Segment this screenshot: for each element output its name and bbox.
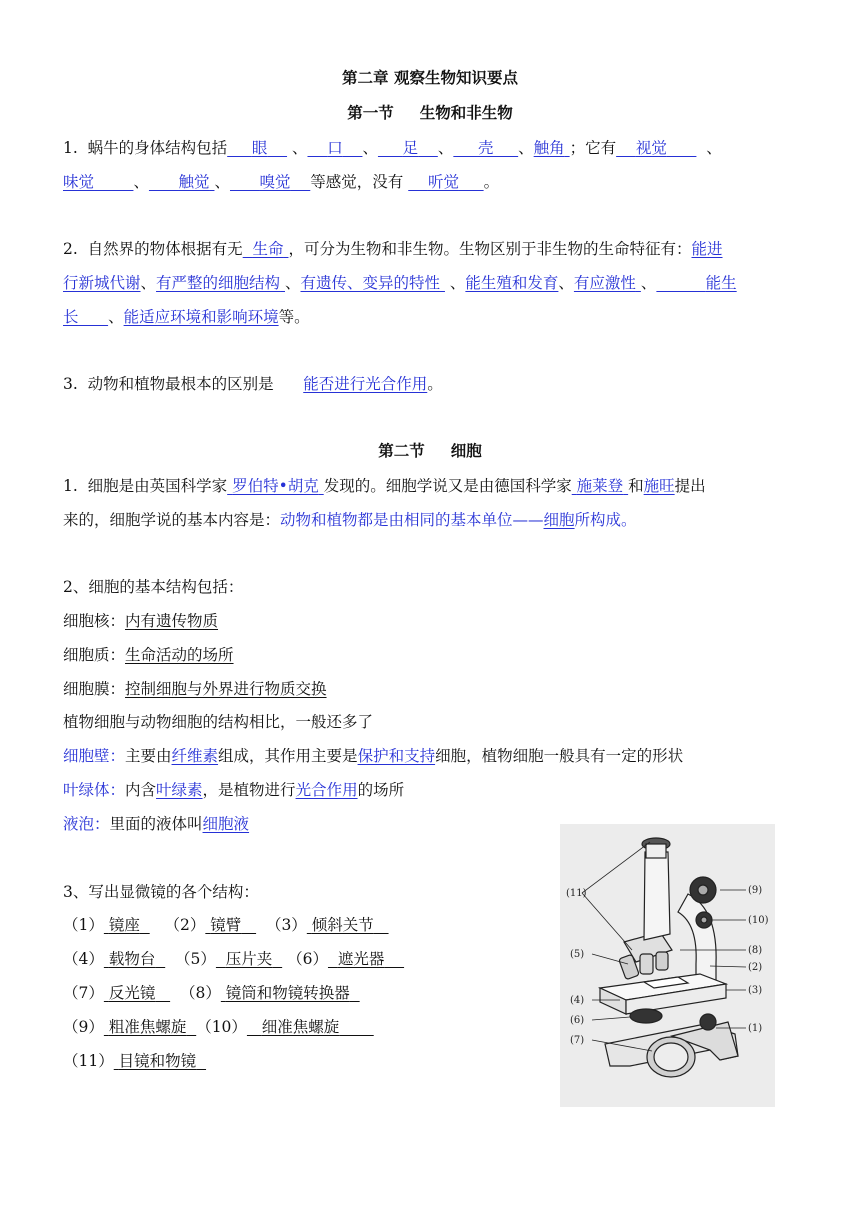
- figure-label: (9): [748, 885, 763, 896]
- answer-blank: 口: [327, 139, 343, 157]
- s1-q2-line1: 2. 自然界的物体根据有无 生命 ，可分为生物和非生物。生物区别于非生物的生命特征有：能进: [63, 240, 723, 258]
- answer-blank: 有应激性: [573, 274, 636, 292]
- cytoplasm-line: 细胞质：生命活动的场所: [63, 646, 234, 664]
- answer-blank: 味觉: [63, 173, 95, 191]
- figure-label: (3): [748, 985, 763, 996]
- figure-label: (6): [570, 1015, 585, 1026]
- answer-blank: 听觉: [427, 173, 459, 191]
- answer-blank: 触觉: [178, 173, 210, 191]
- microscope-row-1: （1） 镜座 （2） 镜臂 （3） 倾斜关节: [63, 916, 374, 934]
- s1-q3: 3. 动物和植物最根本的区别是 能否进行光合作用。: [63, 375, 443, 393]
- figure-label: (11): [566, 888, 587, 899]
- s1-q1-line2: 味觉 、 触觉 、 嗅觉 等感觉，没有 听觉 。: [63, 173, 500, 191]
- answer-blank: 视觉: [635, 139, 667, 157]
- figure-label: (4): [570, 995, 585, 1006]
- compare-line: 植物细胞与动物细胞的结构相比，一般还多了: [63, 713, 374, 731]
- microscope-row-5: （11） 目镜和物镜: [63, 1052, 197, 1070]
- figure-label: (10): [748, 915, 769, 926]
- answer-blank: 眼: [251, 139, 268, 157]
- answer-blank: 生命: [252, 240, 284, 258]
- microscope-figure: [560, 824, 775, 1107]
- figure-label: (7): [570, 1035, 585, 1046]
- s2-q3-intro: 3、写出显微镜的各个结构：: [63, 883, 259, 901]
- answer-blank: 能适应环境和影响环境: [123, 308, 279, 326]
- microscope-row-3: （7） 反光镜 （8） 镜筒和物镜转换器: [63, 984, 350, 1002]
- s1-q2-line3: 长 、能适应环境和影响环境等。: [63, 308, 310, 326]
- answer-blank: 壳: [477, 139, 494, 157]
- answer-text: 动物和植物都是由相同的基本单位——: [280, 511, 544, 529]
- q-text: 等感觉，没有: [310, 173, 404, 191]
- s1-q2-line2: 行新城代谢、有严整的细胞结构 、有遗传、变异的特性 、能生殖和发育、有应激性 、 能生: [63, 274, 737, 292]
- q-text: 蜗牛的身体结构包括: [87, 139, 228, 157]
- answer-blank: 长: [63, 308, 79, 326]
- answer-blank: 施莱登: [576, 477, 624, 495]
- figure-label: (2): [748, 962, 763, 973]
- answer-blank: 能进: [691, 240, 723, 258]
- section2-title: 细胞: [450, 441, 482, 460]
- s2-q2-intro: 2、细胞的基本结构包括：: [63, 578, 244, 596]
- section1-title: 生物和非生物: [419, 103, 513, 122]
- figure-label: (5): [570, 949, 585, 960]
- answer-blank: 足: [402, 139, 419, 157]
- chapter-title: 第二章 观察生物知识要点: [342, 68, 518, 87]
- answer-blank: 触角: [533, 139, 565, 157]
- answer-blank: 行新城代谢: [63, 274, 141, 292]
- s2-q1-line1: 1. 细胞是由英国科学家 罗伯特•胡克 发现的。细胞学说又是由德国科学家 施莱登 和施旺提出: [63, 477, 706, 495]
- q-number: 1.: [63, 139, 78, 157]
- cell-wall-line: 细胞壁：主要由纤维素组成，其作用主要是保护和支持细胞，植物细胞一般具有一定的形状: [63, 747, 684, 765]
- nucleus-line: 细胞核：内有遗传物质: [63, 612, 219, 630]
- answer-blank: 能否进行光合作用: [303, 375, 428, 393]
- microscope-diagram: [560, 824, 775, 1107]
- section1-number: 第一节: [347, 103, 394, 122]
- answer-blank: 有遗传、变异的特性: [300, 274, 441, 292]
- answer-blank: 嗅觉: [259, 173, 291, 191]
- q-text: ；它有: [569, 139, 617, 157]
- microscope-row-2: （4） 载物台 （5） 压片夹 （6） 遮光器: [63, 950, 385, 968]
- figure-label: (1): [748, 1023, 763, 1034]
- answer-blank: 能生: [705, 274, 737, 292]
- answer-text: 所构成。: [574, 511, 637, 529]
- membrane-line: 细胞膜：控制细胞与外界进行物质交换: [63, 680, 327, 698]
- s1-q1-line1: 1. 蜗牛的身体结构包括 眼 、 口 、 足 、 壳 、触角 ；它有 视觉 、: [63, 139, 722, 157]
- answer-blank: 细胞: [543, 511, 575, 529]
- answer-blank: 有严整的细胞结构: [156, 274, 281, 292]
- microscope-row-4: （9） 粗准焦螺旋 （10） 细准焦螺旋: [63, 1018, 340, 1036]
- section2-number: 第二节: [378, 441, 425, 460]
- answer-blank: 罗伯特•胡克: [232, 477, 319, 495]
- chloroplast-line: 叶绿体：内含叶绿素，是植物进行光合作用的场所: [63, 781, 405, 799]
- figure-label: (8): [748, 945, 763, 956]
- s2-q1-line2: 来的，细胞学说的基本内容是：动物和植物都是由相同的基本单位——细胞所构成。: [63, 511, 637, 529]
- section1-heading: [0, 103, 860, 123]
- section2-heading: [0, 441, 860, 461]
- vacuole-line: 液泡：里面的液体叫细胞液: [63, 815, 250, 833]
- answer-blank: 能生殖和发育: [465, 274, 559, 292]
- answer-blank: 施旺: [643, 477, 675, 495]
